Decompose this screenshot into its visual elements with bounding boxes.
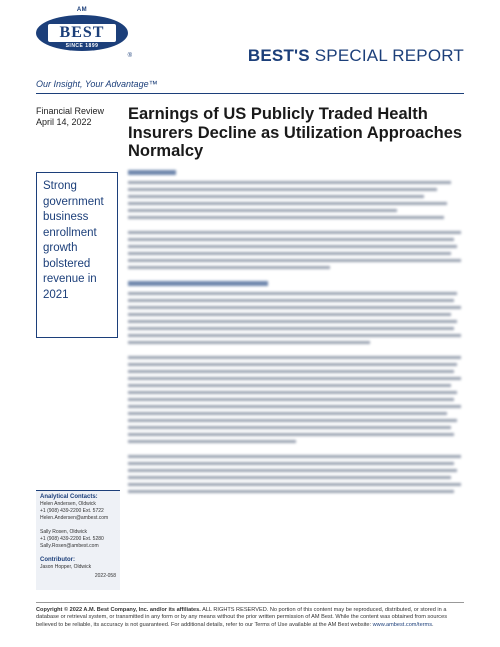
report-code: 2022-058 — [94, 573, 116, 579]
contact-2-email[interactable]: Sally.Rosen@ambest.com — [40, 543, 99, 549]
tagline: Our Insight, Your Advantage™ — [36, 79, 158, 89]
report-headline: Earnings of US Publicly Traded Health Insurers Decline as Utilization Approaches Normalcy — [128, 105, 463, 160]
header-divider — [36, 93, 464, 94]
report-series-title — [248, 46, 464, 66]
contact-1-email[interactable]: Helen.Andersen@ambest.com — [40, 515, 109, 521]
contributor-name: Jason Hopper, Oldwick — [40, 564, 92, 570]
logo-since-text: SINCE 1899 — [65, 43, 99, 49]
report-title-rest: SPECIAL REPORT — [314, 46, 464, 65]
contact-1-name: Helen Andersen, Oldwick — [40, 501, 96, 507]
contacts-heading: Analytical Contacts: — [40, 494, 98, 500]
logo-wordmark: BEST — [59, 24, 105, 41]
report-title-bold: BEST'S — [247, 46, 310, 65]
copyright-text: ALL RIGHTS RESERVED. No portion of this content may be reproduced, distributed, or stored in a database or retrieval system, or transmitted in any form or by any means without the prior written permission of AM Best. While the content was obtained from sources believed to be reliable, its accuracy is not guaranteed. For additional details, refer to our Terms of Use available at the AM Best website: — [36, 607, 448, 628]
copyright-notice: Copyright © 2022 A.M. Best Company, Inc. and/or its affiliates. — [36, 607, 201, 613]
report-meta — [36, 106, 104, 128]
report-date: April 14, 2022 — [36, 117, 92, 127]
copyright-end: . — [432, 621, 434, 628]
report-category: Financial Review — [36, 106, 105, 116]
contact-1-phone: +1 (908) 439-2200 Ext. 5722 — [40, 508, 104, 514]
contact-2-phone: +1 (908) 439-2200 Ext. 5280 — [40, 536, 104, 542]
blurred-body-text — [128, 170, 464, 497]
copyright-footer — [36, 607, 464, 629]
contributor-heading: Contributor: — [40, 557, 75, 563]
blurred-subheading — [128, 281, 268, 286]
blurred-section-heading — [128, 170, 176, 175]
logo-registered-mark: ® — [127, 53, 132, 59]
am-best-logo[interactable] — [36, 6, 132, 70]
footer-divider — [36, 602, 464, 603]
key-takeaway-callout — [36, 172, 118, 338]
callout-text: Strong government business enrollment growth bolstered revenue in 2021 — [43, 180, 104, 301]
analytical-contacts-box — [36, 490, 120, 590]
logo-band — [48, 24, 116, 42]
contact-2-name: Sally Rosen, Oldwick — [40, 529, 87, 535]
logo-am-text: AM — [76, 7, 88, 13]
terms-link[interactable]: www.ambest.com/terms — [372, 621, 433, 628]
